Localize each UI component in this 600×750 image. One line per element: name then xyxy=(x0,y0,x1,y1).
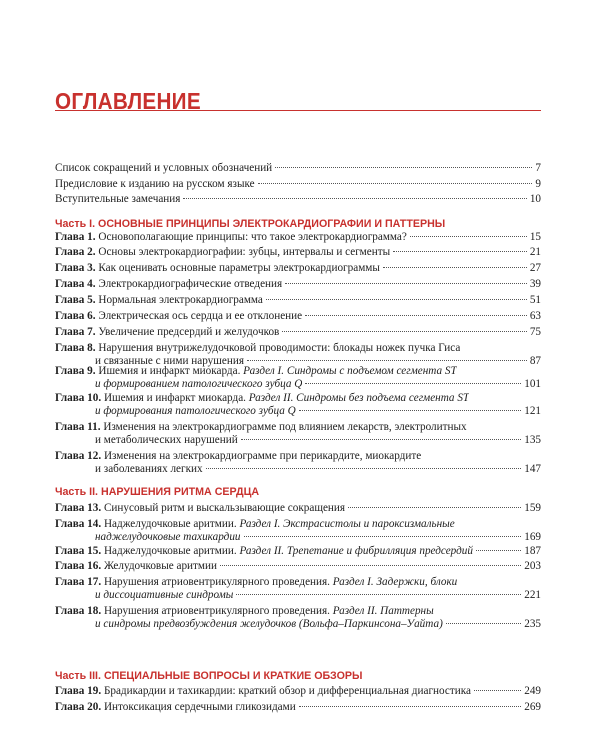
chapter-title: Нормальная электрокардиограмма xyxy=(98,294,263,306)
toc-line xyxy=(55,463,541,476)
part-label: Часть II. xyxy=(55,486,101,498)
entry-text xyxy=(55,310,302,323)
dot-leader xyxy=(285,283,527,284)
entry-text xyxy=(95,463,203,476)
chapter-title: Нарушения атриовентрикулярного проведения. xyxy=(103,576,330,588)
dot-leader xyxy=(299,410,521,411)
chapter-label: Глава 14. xyxy=(55,518,104,530)
part-heading[interactable] xyxy=(55,218,526,230)
toc-line xyxy=(55,560,541,573)
dot-leader xyxy=(348,507,521,508)
entry-text xyxy=(55,326,279,339)
chapter-label: Глава 1. xyxy=(55,231,99,243)
dot-leader xyxy=(476,550,521,551)
page-number: 75 xyxy=(529,326,541,338)
chapter-title-continued: и метаболических нарушений xyxy=(95,434,238,446)
title-rule xyxy=(55,110,541,111)
chapter-entry[interactable] xyxy=(55,545,541,558)
chapter-entry[interactable] xyxy=(55,262,541,275)
entry-text xyxy=(55,294,263,307)
page-number: 27 xyxy=(529,262,541,274)
toc-line xyxy=(55,378,541,391)
chapter-title: Брадикардии и тахикардии: краткий обзор и дифференциальная диагностика xyxy=(103,685,471,697)
toc-line xyxy=(55,685,541,698)
toc-line xyxy=(55,193,541,206)
chapter-label: Глава 18. xyxy=(55,605,104,617)
section-subtitle: Раздел I. Экстрасистолы и пароксизмальные xyxy=(236,518,455,530)
toc-line xyxy=(55,262,541,275)
entry-text xyxy=(55,365,457,378)
chapter-title: Нарушения атриовентрикулярного проведения. xyxy=(103,605,330,617)
toc-line xyxy=(55,342,541,355)
chapter-title: Наджелудочковые аритмии. xyxy=(103,545,237,557)
chapter-title: Желудочковые аритмии xyxy=(103,560,217,572)
dot-leader xyxy=(244,536,522,537)
dot-leader xyxy=(275,167,532,168)
chapter-title: Нарушения внутрижелудочковой проводимости: блокады ножек пучка Гиса xyxy=(98,342,461,354)
toc-line xyxy=(55,618,541,631)
toc-line xyxy=(55,310,541,323)
entry-text xyxy=(55,450,421,463)
entry-title: Предисловие к изданию на русском языке xyxy=(55,178,255,190)
chapter-title-continued: и связанные с ними нарушения xyxy=(95,355,244,367)
front-entry[interactable] xyxy=(55,178,541,191)
entry-text xyxy=(55,342,460,355)
entry-text xyxy=(55,262,380,275)
page-number: 135 xyxy=(524,434,541,446)
part-label: Часть III. xyxy=(55,670,104,682)
chapter-entry[interactable] xyxy=(55,278,541,291)
dot-leader xyxy=(474,690,521,691)
toc-line xyxy=(55,434,541,447)
toc-line xyxy=(55,701,541,714)
chapter-label: Глава 3. xyxy=(55,262,99,274)
chapter-label: Глава 9. xyxy=(55,365,99,377)
entry-text xyxy=(55,231,407,244)
page-number: 39 xyxy=(529,278,541,290)
entry-text xyxy=(55,278,282,291)
entry-text xyxy=(55,178,255,191)
toc-line xyxy=(55,326,541,339)
chapter-title: Электрокардиографические отведения xyxy=(98,278,283,290)
dot-leader xyxy=(220,565,521,566)
dot-leader xyxy=(299,706,522,707)
chapter-entry[interactable] xyxy=(55,365,541,391)
dot-leader xyxy=(383,267,527,268)
front-entry[interactable] xyxy=(55,162,541,175)
page-number: 10 xyxy=(529,193,541,205)
entry-text xyxy=(55,502,345,515)
page-number: 269 xyxy=(524,701,541,713)
part-heading[interactable] xyxy=(55,486,526,498)
entry-text xyxy=(95,405,296,418)
page-number: 21 xyxy=(529,246,541,258)
chapter-label: Глава 16. xyxy=(55,560,104,572)
toc-line xyxy=(55,576,541,589)
entry-title: Вступительные замечания xyxy=(55,193,181,205)
page-number: 147 xyxy=(524,463,541,475)
chapter-label: Глава 6. xyxy=(55,310,99,322)
page-number: 7 xyxy=(535,162,541,174)
dot-leader xyxy=(446,623,521,624)
toc-line xyxy=(55,405,541,418)
page-number: 187 xyxy=(524,545,541,557)
section-subtitle: Раздел I. Задержки, блоки xyxy=(329,576,458,588)
chapter-entry[interactable] xyxy=(55,421,541,447)
chapter-entry[interactable] xyxy=(55,294,541,307)
toc-line xyxy=(55,518,541,531)
dot-leader xyxy=(410,236,527,237)
entry-text xyxy=(55,421,467,434)
toc-line xyxy=(55,531,541,544)
chapter-label: Глава 17. xyxy=(55,576,104,588)
page-number: 221 xyxy=(524,589,541,601)
section-subtitle: Раздел I. Синдромы с подъемом сегмента ST xyxy=(240,365,457,377)
dot-leader xyxy=(282,331,526,332)
dot-leader xyxy=(266,299,527,300)
chapter-title: Синусовый ритм и выскальзывающие сокращения xyxy=(103,502,346,514)
front-entry[interactable] xyxy=(55,193,541,206)
dot-leader xyxy=(393,251,527,252)
entry-text xyxy=(95,589,233,602)
chapter-entry[interactable] xyxy=(55,560,541,573)
chapter-title: Увеличение предсердий и желудочков xyxy=(98,326,280,338)
dot-leader xyxy=(206,468,522,469)
entry-text xyxy=(95,531,241,544)
chapter-title-continued: и диссоциативные синдромы xyxy=(95,589,234,601)
chapter-entry[interactable] xyxy=(55,502,541,515)
chapter-label: Глава 15. xyxy=(55,545,104,557)
dot-leader xyxy=(247,360,527,361)
chapter-title-continued: и формирования патологического зубца Q xyxy=(95,405,296,417)
chapter-entry[interactable] xyxy=(55,326,541,339)
chapter-title: Основополагающие принципы: что такое электрокардиограмма? xyxy=(98,231,407,243)
page-number: 51 xyxy=(529,294,541,306)
chapter-label: Глава 4. xyxy=(55,278,99,290)
toc-line xyxy=(55,278,541,291)
entry-text xyxy=(95,378,302,391)
chapter-label: Глава 10. xyxy=(55,392,104,404)
page-number: 15 xyxy=(529,231,541,243)
part-title: СПЕЦИАЛЬНЫЕ ВОПРОСЫ И КРАТКИЕ ОБЗОРЫ xyxy=(103,670,363,682)
entry-text xyxy=(55,605,434,618)
chapter-title: Изменения на электрокардиограмме при перикардите, миокардите xyxy=(103,450,422,462)
chapter-title: Как оценивать основные параметры электрокардиограммы xyxy=(98,262,380,274)
toc-line xyxy=(55,545,541,558)
page-number: 121 xyxy=(524,405,541,417)
entry-text xyxy=(95,434,238,447)
toc-line xyxy=(55,178,541,191)
chapter-label: Глава 19. xyxy=(55,685,104,697)
chapter-label: Глава 13. xyxy=(55,502,104,514)
chapter-entry[interactable] xyxy=(55,450,541,476)
entry-text xyxy=(55,576,457,589)
entry-text xyxy=(55,193,180,206)
entry-title: Список сокращений и условных обозначений xyxy=(55,162,273,174)
page-number: 101 xyxy=(524,378,541,390)
entry-text xyxy=(55,701,296,714)
chapter-label: Глава 7. xyxy=(55,326,99,338)
entry-text xyxy=(55,392,469,405)
chapter-title: Электрическая ось сердца и ее отклонение xyxy=(98,310,303,322)
chapter-entry[interactable] xyxy=(55,685,541,698)
chapter-entry[interactable] xyxy=(55,231,541,244)
chapter-entry[interactable] xyxy=(55,392,541,418)
page-number: 203 xyxy=(524,560,541,572)
dot-leader xyxy=(241,439,522,440)
chapter-title: Основы электрокардиографии: зубцы, интервалы и сегменты xyxy=(98,246,391,258)
page-title: ОГЛАВЛЕНИЕ xyxy=(55,88,201,114)
toc-line xyxy=(55,392,541,405)
entry-text xyxy=(55,545,473,558)
part-title: НАРУШЕНИЯ РИТМА СЕРДЦА xyxy=(100,486,260,498)
section-subtitle: Раздел II. Синдромы без подъема сегмента ST xyxy=(245,392,470,404)
chapter-entry[interactable] xyxy=(55,576,541,602)
entry-text xyxy=(55,162,272,175)
chapter-label: Глава 20. xyxy=(55,701,104,713)
section-subtitle: Раздел II. Паттерны xyxy=(329,605,434,617)
chapter-label: Глава 2. xyxy=(55,246,99,258)
dot-leader xyxy=(305,315,527,316)
entry-text xyxy=(55,685,471,698)
toc-line xyxy=(55,162,541,175)
page-number: 235 xyxy=(524,618,541,630)
chapter-title-continued: и синдромы предвозбуждения желудочков (Вольфа–Паркинсона–Уайта) xyxy=(95,618,443,630)
entry-text xyxy=(95,618,443,631)
toc-line xyxy=(55,450,541,463)
chapter-label: Глава 12. xyxy=(55,450,104,462)
page-number: 9 xyxy=(535,178,541,190)
chapter-title: Наджелудочковые аритмии. xyxy=(103,518,237,530)
entry-text xyxy=(55,560,217,573)
section-subtitle: Раздел II. Трепетание и фибрилляция предсердий xyxy=(236,545,473,557)
part-heading[interactable] xyxy=(55,670,526,682)
dot-leader xyxy=(183,198,526,199)
part-label: Часть I. xyxy=(55,218,99,230)
toc-line xyxy=(55,246,541,259)
page-number: 169 xyxy=(524,531,541,543)
chapter-title-continued: и формированием патологического зубца Q xyxy=(95,378,303,390)
page-number: 87 xyxy=(529,355,541,367)
chapter-title-continued: наджелудочковые тахикардии xyxy=(95,531,241,543)
entry-text xyxy=(55,246,390,259)
chapter-entry[interactable] xyxy=(55,246,541,259)
chapter-title-continued: и заболеваниях легких xyxy=(95,463,203,475)
chapter-title: Ишемия и инфаркт миокарда. xyxy=(103,392,246,404)
chapter-entry[interactable] xyxy=(55,605,541,631)
part-title: ОСНОВНЫЕ ПРИНЦИПЫ ЭЛЕКТРОКАРДИОГРАФИИ И ПАТТЕРНЫ xyxy=(98,218,446,230)
dot-leader xyxy=(305,383,521,384)
chapter-entry[interactable] xyxy=(55,310,541,323)
toc-line xyxy=(55,294,541,307)
dot-leader xyxy=(258,183,533,184)
page-number: 63 xyxy=(529,310,541,322)
chapter-label: Глава 11. xyxy=(55,421,104,433)
entry-text xyxy=(55,518,455,531)
chapter-entry[interactable] xyxy=(55,701,541,714)
page-number: 249 xyxy=(524,685,541,697)
chapter-title: Ишемия и инфаркт миокарда. xyxy=(98,365,241,377)
chapter-entry[interactable] xyxy=(55,518,541,544)
chapter-title: Изменения на электрокардиограмме под влиянием лекарств, электролитных xyxy=(103,421,467,433)
page-number: 159 xyxy=(524,502,541,514)
toc-line xyxy=(55,589,541,602)
toc-line xyxy=(55,231,541,244)
chapter-label: Глава 5. xyxy=(55,294,99,306)
dot-leader xyxy=(236,594,521,595)
toc-line xyxy=(55,605,541,618)
chapter-title: Интоксикация сердечными гликозидами xyxy=(103,701,296,713)
chapter-label: Глава 8. xyxy=(55,342,99,354)
toc-line xyxy=(55,502,541,515)
toc-line xyxy=(55,365,541,378)
toc-line xyxy=(55,421,541,434)
